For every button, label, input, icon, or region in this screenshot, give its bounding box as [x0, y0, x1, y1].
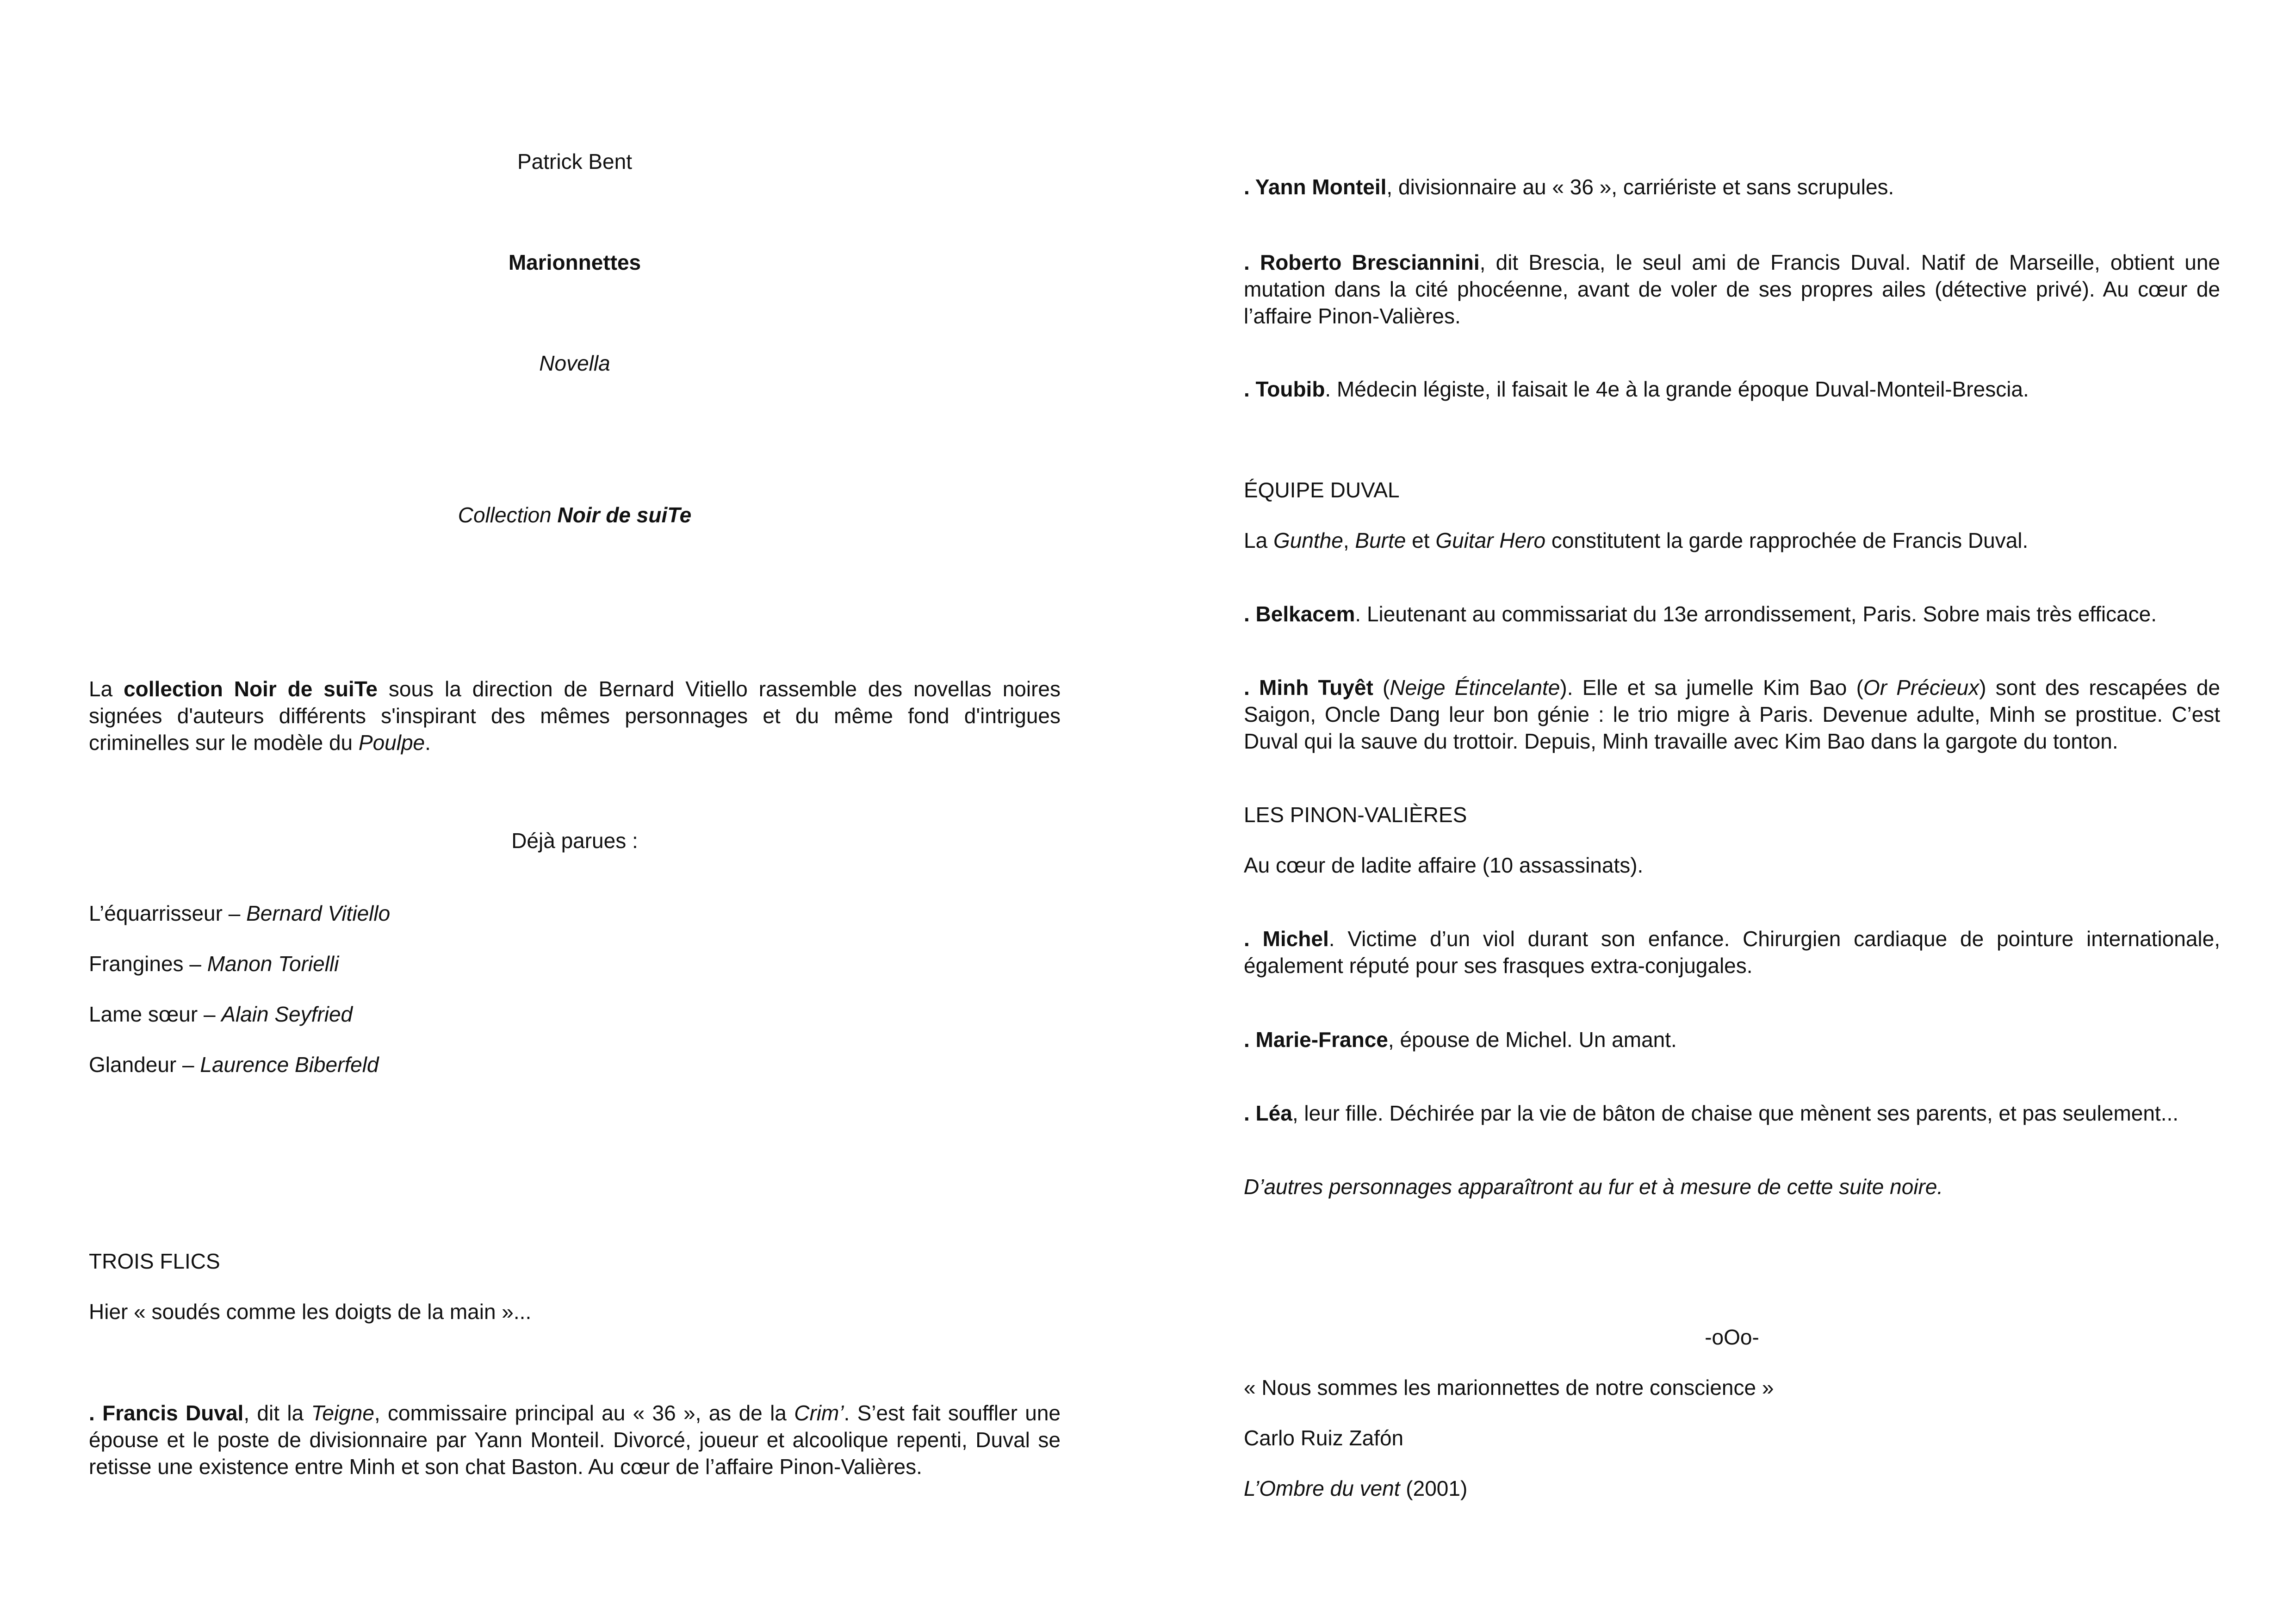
book-list-item: Frangines – Manon Torielli — [89, 952, 339, 976]
section-heading-pinon-valieres: LES PINON-VALIÈRES — [1244, 803, 1467, 827]
already-published-heading: Déjà parues : — [511, 829, 638, 853]
epigraph-source: L’Ombre du vent (2001) — [1244, 1476, 1468, 1500]
book-list-item: L’équarrisseur – Bernard Vitiello — [89, 901, 391, 925]
author-name: Patrick Bent — [517, 149, 632, 173]
character-lea: . Léa, leur fille. Déchirée par la vie de bâton de chaise que mènent ses parents, et pas seulement... — [1244, 1101, 2179, 1125]
character-michel: . Michel. Victime d’un viol durant son enfance. Chirurgien cardiaque de pointure internationale, également réputé pour ses frasques extra-conjugales. — [1244, 927, 2220, 978]
book-list-item: Lame sœur – Alain Seyfried — [89, 1002, 353, 1026]
separator: -oOo- — [1705, 1325, 1759, 1349]
section-heading-equipe-duval: ÉQUIPE DUVAL — [1244, 478, 1400, 502]
book-genre: Novella — [539, 351, 610, 375]
section-heading-trois-flics: TROIS FLICS — [89, 1249, 220, 1273]
character-roberto-bresciannini: . Roberto Bresciannini, dit Brescia, le seul ami de Francis Duval. Natif de Marseille, obtient une mutation dans la cité phocéenne, avant de voler de ses propres ailes (détective privé). Au cœur de l’affaire Pinon-Valières. — [1244, 250, 2221, 328]
character-minh-tuyet: . Minh Tuyêt (Neige Étincelante). Elle et sa jumelle Kim Bao (Or Précieux) sont des rescapées de Saigon, Oncle Dang leur bon génie : le trio migre à Paris. Devenue adulte, Minh se prostitue. C’est Duval qui la sauve du trottoir. Depuis, Minh travaille avec Kim Bao dans la gargote du tonton. — [1244, 675, 2221, 753]
character-toubib: . Toubib. Médecin légiste, il faisait le 4e à la grande époque Duval-Monteil-Brescia. — [1244, 377, 2029, 401]
character-marie-france: . Marie-France, épouse de Michel. Un amant. — [1244, 1028, 1677, 1052]
collection-label: Collection Noir de suiTe — [458, 503, 692, 527]
epigraph-quote: « Nous sommes les marionnettes de notre conscience » — [1244, 1375, 1774, 1400]
others-note: D’autres personnages apparaîtront au fur et à mesure de cette suite noire. — [1244, 1175, 1943, 1199]
collection-intro-paragraph: La collection Noir de suiTe sous la direction de Bernard Vitiello rassemble des novellas noires signées d'auteurs différents s'inspirant des mêmes personnages et du même fond d'intrigues criminelles sur le modèle du Poulpe. — [89, 677, 1061, 755]
book-list-item: Glandeur – Laurence Biberfeld — [89, 1053, 379, 1077]
pinon-intro: Au cœur de ladite affaire (10 assassinats). — [1244, 853, 1644, 877]
character-francis-duval: . Francis Duval, dit la Teigne, commissaire principal au « 36 », as de la Crim’. S’est fait souffler une épouse et le poste de divisionnaire par Yann Monteil. Divorcé, joueur et alcoolique repenti, Duval se retisse une existence entre Minh et son chat Baston. Au cœur de l’affaire Pinon-Valières. — [89, 1401, 1061, 1479]
equipe-intro: La Gunthe, Burte et Guitar Hero constitutent la garde rapprochée de Francis Duval. — [1244, 528, 2029, 552]
book-title: Marionnettes — [508, 250, 641, 274]
section-intro: Hier « soudés comme les doigts de la main »... — [89, 1300, 532, 1324]
character-belkacem: . Belkacem. Lieutenant au commissariat du 13e arrondissement, Paris. Sobre mais très efficace. — [1244, 602, 2157, 626]
character-yann-monteil: . Yann Monteil, divisionnaire au « 36 », carriériste et sans scrupules. — [1244, 175, 1894, 199]
epigraph-author: Carlo Ruiz Zafón — [1244, 1426, 1404, 1450]
